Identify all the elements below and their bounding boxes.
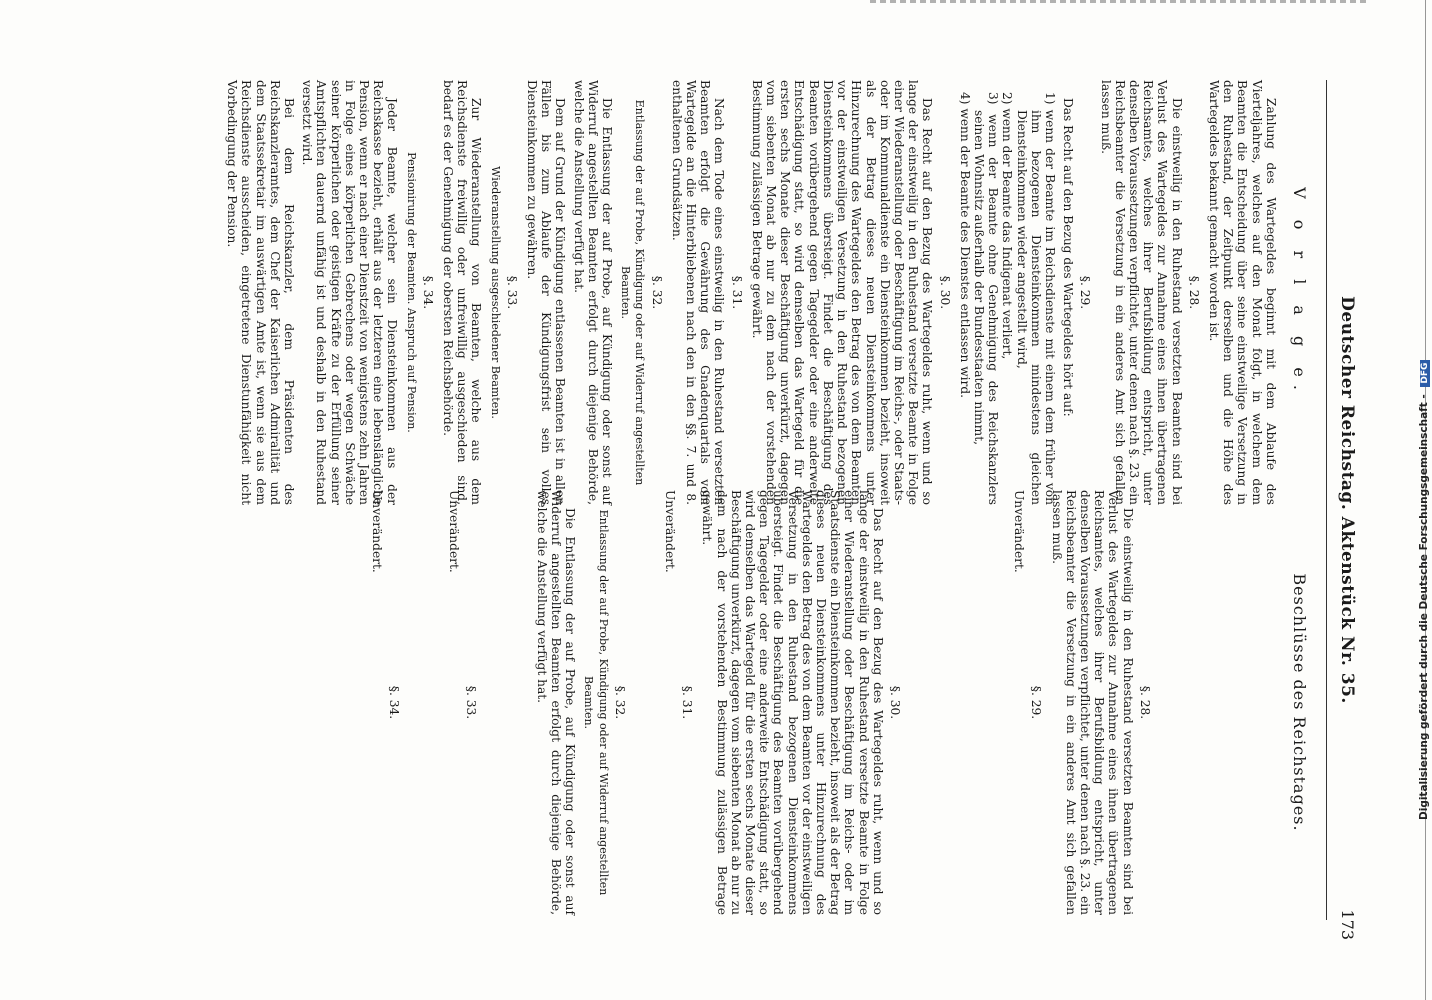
left-note-34: Pensionirung der Beamten. Anspruch auf Pension. — [404, 152, 418, 433]
left-paragraph-30: Das Recht auf den Bezug des Wartegeldes ruht, wenn und so lange der einstweilig in den Ruhestand versetzte Beamte in Folge einer Wiederanstellung oder Beschäftigung im Reichs-, oder Staats- oder im Kommunaldienste ein Diensteinkommen bezieht, insoweit als der Betrag dieses neuen Diensteinkommens unter Hinzurechnung des Wartegeldes den Betrag des von dem Beamten vor der einstweiligen Versetzung in den Ruhestand bezogenen Diensteinkommens übersteigt. Findet die Beschäftigung des Beamten vorübergehend gegen Tagegelder oder eine anderweite Entschädigung statt, so wird demselben das Wartegeld für die ersten sechs Monate dieser Beschäftigung unverkürzt, dagegen vom siebenten Monat ab nur zu dem nach der vorstehenden Bestimmung zulässigen Betrage gewährt. — [749, 80, 935, 505]
digitization-note — [1418, 170, 1430, 820]
right-section-31: §. 31. — [680, 685, 695, 720]
right-section-30: §. 30. — [887, 685, 902, 720]
right-section-33: §. 33. — [464, 685, 479, 720]
left-section-29: §. 29. — [1078, 275, 1093, 310]
right-column-heading: Beschlüsse des Reichstages. — [1290, 573, 1309, 832]
right-section-34: §. 34. — [387, 685, 402, 720]
page-header — [1317, 60, 1357, 940]
right-spacer — [485, 490, 531, 915]
left-item-1: 1) wenn der Beamte im Reichsdienste mit einem dem früher von ihm bezogenen Diensteinkommen mindestens gleichen Diensteinkommen wieder angestellt wird, — [1014, 92, 1057, 505]
left-item-2: 2) wenn der Beamte das Indigenat verliert, — [1000, 92, 1015, 360]
left-paragraph-32b: Dem auf Grund der Kündigung entlassenen Beamten ist in allen Fällen bis zum Ablaufe der Kündigungsfrist sein volles Diensteinkommen zu gewähren. — [525, 80, 568, 505]
left-paragraph-intro: Zahlung des Wartegeldes beginnt mit dem Ablaufe des Vierteljahres, welches auf den Monat folgt, in welchem dem Beamten die Entscheidung über seine einstweilige Versetzung in den Ruhestand, der Zeitpunkt derselben und die Höhe des Wartegeldes bekannt gemacht worden ist. — [1206, 80, 1278, 505]
right-unchanged-29: Unverändert. — [1012, 490, 1027, 573]
right-paragraph-32: Die Entlassung der auf Probe, auf Kündigung oder sonst auf Widerruf angestellten Beamten erfolgt durch diejenige Behörde, welche die Anstellung verfügt hat. — [534, 490, 578, 915]
left-section-31: §. 31. — [729, 275, 744, 310]
right-paragraph-30: Das Recht auf den Bezug des Wartegeldes ruht, wenn und so lange der einstweilig in den Ruhestand versetzte Beamte in Folge einer Wiederanstellung oder Beschäftigung im Reichs- oder im Staatsdienste ein Diensteinkommen bezieht, insoweit als der Betrag dieses neuen Diensteinkommens unter Hinzurechnung des Wartegeldes den Betrag des von dem Beamten vor der einstweiligen Versetzung in den Ruhestand bezogenen Diensteinkommens übersteigt. Findet die Beschäftigung des Beamten vorübergehend gegen Tagegelder oder eine anderweite Entschädigung statt, so wird demselben das Wartegeld für die ersten sechs Monate dieser Beschäftigung unverkürzt, dagegen vom siebenten Monat ab nur zu dem nach der vorstehenden Bestimmung zulässigen Betrage gewährt. — [700, 490, 885, 915]
left-section-33: §. 33. — [504, 275, 519, 310]
right-paragraph-28: Die einstweilig in den Ruhestand versetzten Beamten sind bei Verlust des Wartegeldes zur Annahme eines ihnen übertragenen Reichsamtes, welches ihrer Berufsbildung entspricht, unter denselben Voraussetzungen verpflichtet, unter denen nach §. 23. ein Reichsbeamter die Versetzung in ein anderes Amt sich gefallen lassen muß. — [1049, 490, 1135, 915]
left-section-28: §. 28. — [1186, 275, 1201, 310]
right-spacer — [633, 490, 653, 915]
left-section-34: §. 34. — [420, 275, 435, 310]
left-paragraph-32a: Die Entlassung der auf Probe, auf Kündigung oder sonst auf Widerruf angestellten Beamten erfolgt durch diejenige Behörde, welche die Anstellung verfügt hat. — [571, 80, 615, 505]
left-paragraph-34b: Bei dem Reichskanzler, dem Präsidenten des Reichskanzleramtes, dem Chef der Kaiserlichen Admiralität und dem Staatssekretair im auswärtigen Amte ist, wenn sie aus dem Reichsdienste ausscheiden, eingetretene Dienstunfähigkeit nicht Vorbedingung der Pension. — [225, 80, 296, 505]
left-item-4: 4) wenn der Beamte des Dienstes entlassen wird. — [957, 92, 972, 399]
right-column — [360, 490, 1314, 915]
left-item-3: 3) wenn der Beamte ohne Genehmigung des Reichskanzlers seinen Wohnsitz außerhalb der Bundesstaaten nimmt, — [971, 92, 1001, 505]
left-note-33: Wiederanstellung ausgeschiedener Beamten. — [488, 166, 502, 419]
right-spacer — [908, 490, 1002, 915]
left-note-32: Entlassung der auf Probe, Kündigung oder auf Widerruf angestellten Beamten. — [619, 99, 647, 486]
right-unchanged-34: Unverändert. — [369, 490, 384, 573]
right-section-32: §. 32. — [612, 685, 627, 720]
scan-artifact — [870, 0, 1370, 3]
left-section-30: §. 30. — [937, 275, 952, 310]
left-paragraph-28: Die einstweilig in den Ruhestand versetzten Beamten sind bei Verlust des Wartegeldes zur Annahme eines ihnen übertragenen Reichsamtes, welches ihrer Berufsbildung entspricht, unter denselben Voraussetzungen verpflichtet, unter denen nach §. 23. ein Reichsbeamter die Versetzung in ein anderes Amt sich gefallen lassen muß. — [1098, 80, 1184, 505]
right-section-28: §. 28. — [1137, 685, 1152, 720]
right-unchanged-33: Unverändert. — [447, 490, 462, 573]
digitization-strip — [1392, 0, 1432, 1000]
left-paragraph-31: Nach dem Tode eines einstweilig in den Ruhestand versetzten Beamten erfolgt die Gewährung des Gnadenquartals vom Wartegelde an die Hinterbliebenen nach den in den §§. 7. und 8. enthaltenen Grundsätzen. — [669, 80, 727, 505]
dfg-logo: DFG — [1420, 360, 1430, 387]
left-section-32: §. 32. — [649, 275, 664, 310]
left-paragraph-33: Zur Wiederanstellung von Beamten, welche aus dem Reichsdienste freiwillig oder unfreiwillig ausgeschieden sind, bedarf es der Genehmigung der obersten Reichsbehörde. — [441, 80, 484, 505]
header-rule — [1326, 80, 1327, 920]
left-paragraph-29: Das Recht auf den Bezug des Wartegeldes hört auf: — [1061, 98, 1076, 417]
page-number: 173 — [1338, 909, 1357, 940]
digitization-note-text: Digitalisierung gefördert durch die Deutsche Forschungsgemeinschaft - — [1418, 394, 1430, 820]
left-paragraph-34a: Jeder Beamte, welcher sein Diensteinkommen aus der Reichskasse bezieht, erhält aus der letzteren eine lebenslängliche Pension, wenn er nach einer Dienstzeit von wenigstens zehn Jahren in Folge eines körperlichen Gebrechens oder wegen Schwäche seiner körperlichen oder geistigen Kräfte zu der Erfüllung seiner Amtspflichten dauernd unfähig ist und deshalb in den Ruhestand versetzt wird. — [300, 80, 400, 505]
right-section-29: §. 29. — [1029, 685, 1044, 720]
right-spacer — [407, 490, 437, 915]
right-note-32: Entlassung der auf Probe, Kündigung oder auf Widerruf angestellten Beamten. — [582, 509, 610, 896]
header-title: Deutscher Reichstag. Aktenstück Nr. 35. — [1337, 296, 1357, 704]
right-spacer — [1158, 490, 1278, 915]
left-column — [221, 80, 1314, 505]
right-unchanged-31: Unverändert. — [662, 490, 677, 573]
left-column-heading: V o r l a g e. — [1290, 187, 1309, 398]
